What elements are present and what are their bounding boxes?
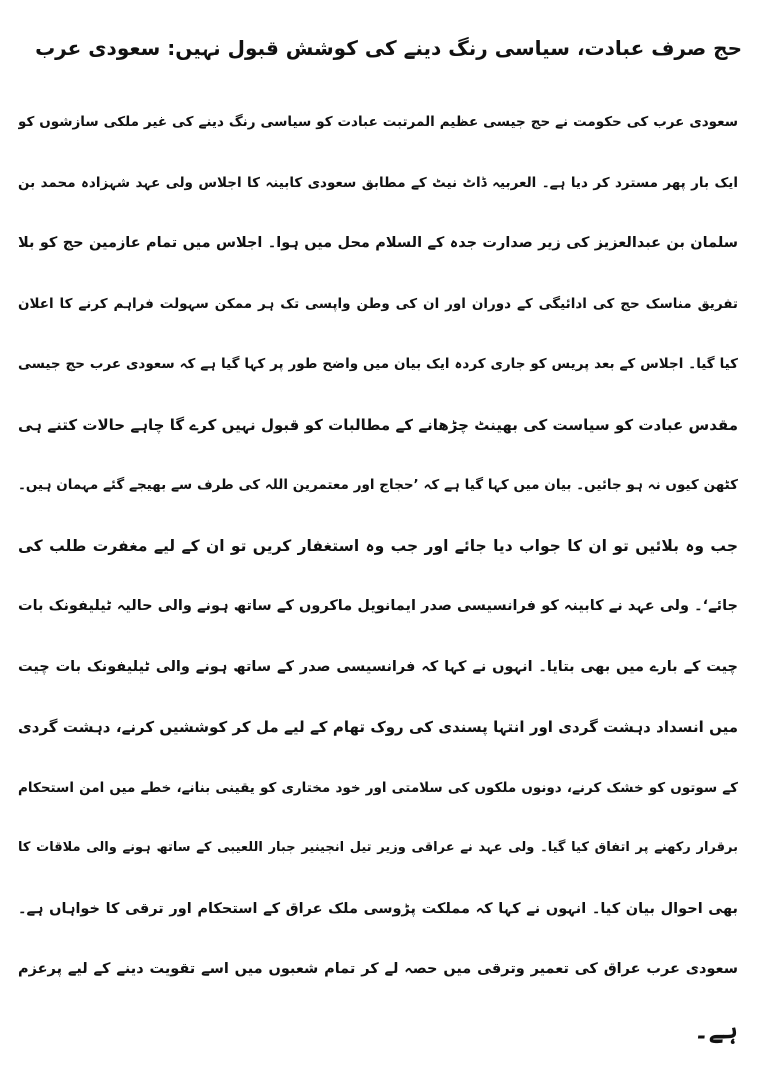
article-line: سعودی عرب کی حکومت نے حج جیسی عظیم المرتبت عبادت کو سیاسی رنگ دینے کی غیر ملکی سازشوں کو [18,114,738,130]
article-line: مقدس عبادت کو سیاست کی بھینٹ چڑھانے کے مطالبات کو قبول نہیں کرے گا چاہے حالات کتنے ہی [18,415,738,434]
article-line: تفریق مناسک حج کی ادائیگی کے دوران اور ان کی وطن واپسی تک ہر ممکن سہولت فراہم کرنے کا اعلان [18,295,738,312]
article-line: جائے‘۔ ولی عہد نے کابینہ کو فرانسیسی صدر ایمانویل ماکروں کے ساتھ ہونے والی حالیہ ٹیلیفونک بات [18,598,738,614]
article-line: چیت کے بارے میں بھی بتایا۔ انہوں نے کہا کہ فرانسیسی صدر کے ساتھ ہونے والی ٹیلیفونک بات چیت [18,658,738,675]
article-line: برقرار رکھنے پر اتفاق کیا گیا۔ ولی عہد نے عراقی وزیر تیل انجینیر جبار اللعیبی کے ساتھ ہونے والی ملاقات کا [18,840,738,855]
article-line: سلمان بن عبدالعزیز کی زیر صدارت جدہ کے السلام محل میں ہوا۔ اجلاس میں تمام عازمین حج کو بلا [18,235,738,251]
article-line: کٹھن کیوں نہ ہو جائیں۔ بیان میں کہا گیا ہے کہ ’حجاج اور معتمرین اللہ کی طرف سے بھیجے گئے مہمان ہیں۔ [18,477,738,493]
article-line: میں انسداد دہشت گردی اور انتہا پسندی کی روک تھام کے لیے مل کر کوششیں کرنے، دہشت گردی [18,718,738,736]
article-line: ہے۔ [694,1014,738,1044]
article-line: کیا گیا۔ اجلاس کے بعد پریس کو جاری کردہ ایک بیان میں واضح طور پر کہا گیا ہے کہ سعودی عرب حج جیسی [18,356,738,372]
article-line: ایک بار پھر مسترد کر دیا ہے۔ العربیہ ڈاٹ نیٹ کے مطابق سعودی کابینہ کا اجلاس ولی عہد شہزادہ محمد بن [18,174,738,191]
article-headline: حج صرف عبادت، سیاسی رنگ دینے کی کوشش قبول نہیں: سعودی عرب [35,36,742,60]
article-line: بھی احوال بیان کیا۔ انہوں نے کہا کہ مملکت پڑوسی ملک عراق کے استحکام اور ترقی کا خواہاں ہے۔ [18,900,738,917]
article-line: جب وہ بلائیں تو ان کا جواب دیا جائے اور جب وہ استغفار کریں تو ان کے لیے مغفرت طلب کی [18,536,738,555]
article-body [18,92,738,1060]
article-line: سعودی عرب عراق کی تعمیر وترقی میں حصہ لے کر تمام شعبوں میں اسے تقویت دینے کے لیے پرعزم [18,961,738,977]
article-line: کے سوتوں کو خشک کرنے، دونوں ملکوں کی سلامتی اور خود مختاری کو یقینی بنانے، خطے میں امن استحکام [18,779,738,796]
